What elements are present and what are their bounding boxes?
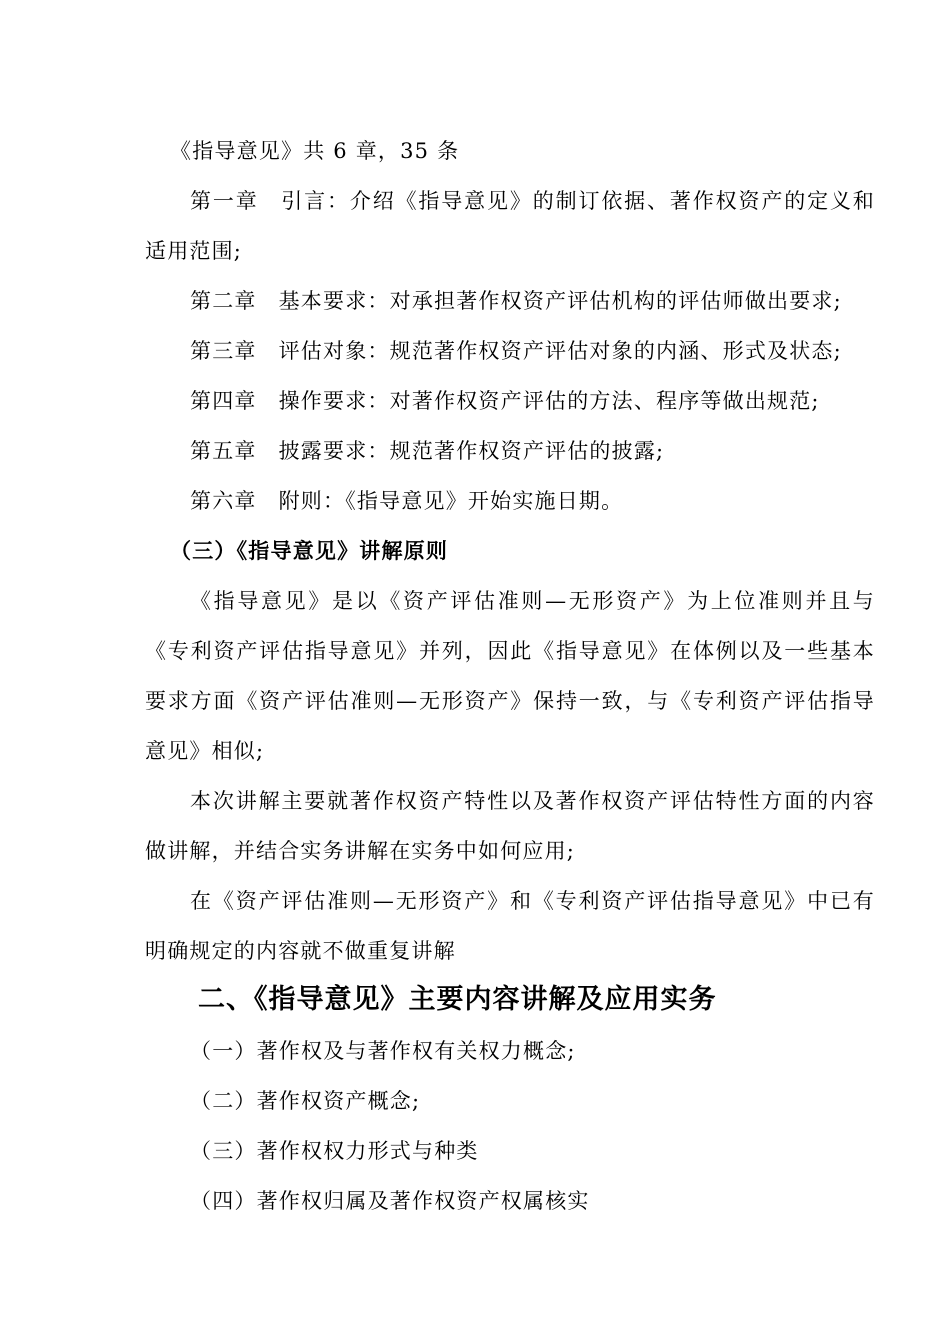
chapter-2-title: 基本要求 (278, 289, 368, 313)
chapter-4-line (190, 386, 875, 416)
chapter-4-title: 操作要求 (278, 389, 368, 413)
para-3-line-2: 明确规定的内容就不做重复讲解 (145, 939, 456, 963)
chapter-6-desc: ：《指导意见》开始实施日期。 (323, 489, 624, 513)
chapter-5-title: 披露要求 (278, 439, 368, 463)
chapter-2-line (190, 286, 875, 316)
part-2-heading: 二、《指导意见》主要内容讲解及应用实务 (198, 984, 717, 1015)
chapter-3-desc: ：规范著作权资产评估对象的内涵、形式及状态; (367, 339, 842, 363)
list-item-1: （一）著作权及与著作权有关权力概念; (190, 1039, 576, 1063)
para-1-line-3: 要求方面《资产评估准则—无形资产》保持一致，与《专利资产评估指导 (145, 689, 875, 713)
para-2-line-1: 本次讲解主要就著作权资产特性以及著作权资产评估特性方面的内容 (190, 789, 875, 813)
para-1-line-1: 《指导意见》是以《资产评估准则—无形资产》为上位准则并且与 (190, 589, 875, 613)
chapter-1-line-2: 适用范围; (145, 239, 243, 263)
para-2-line-2: 做讲解，并结合实务讲解在实务中如何应用; (145, 839, 576, 863)
chapter-5-line (190, 436, 875, 466)
para-1-line-4: 意见》相似; (145, 739, 265, 763)
chapter-4-label: 第四章 (190, 389, 257, 413)
chapter-1-line (190, 186, 875, 216)
chapter-3-label: 第三章 (190, 339, 257, 363)
list-item-4: （四）著作权归属及著作权资产权属核实 (190, 1189, 590, 1213)
chapter-6-line (190, 486, 875, 516)
para-1-line-2: 《专利资产评估指导意见》并列，因此《指导意见》在体例以及一些基本 (145, 639, 875, 663)
chapter-2-label: 第二章 (190, 289, 257, 313)
chapter-3-title: 评估对象 (278, 339, 368, 363)
chapter-3-line (190, 336, 875, 366)
section-3-heading: （三）《指导意见》讲解原则 (170, 538, 449, 563)
chapter-1-desc: ：介绍《指导意见》的制订依据、著作权资产的定义和 (326, 189, 875, 213)
chapter-1-label: 第一章 (190, 189, 259, 213)
chapter-2-desc: ：对承担著作权资产评估机构的评估师做出要求; (367, 289, 842, 313)
intro-line: 《指导意见》共 6 章，35 条 (170, 139, 460, 163)
para-3-line-1: 在《资产评估准则—无形资产》和《专利资产评估指导意见》中已有 (190, 889, 875, 913)
chapter-5-desc: ：规范著作权资产评估的披露; (367, 439, 665, 463)
chapter-4-desc: ：对著作权资产评估的方法、程序等做出规范; (367, 389, 820, 413)
chapter-1-title: 引言 (280, 189, 327, 213)
chapter-6-label: 第六章 (190, 489, 257, 513)
list-item-3: （三）著作权权力形式与种类 (190, 1139, 479, 1163)
list-item-2: （二）著作权资产概念; (190, 1089, 421, 1113)
chapter-5-label: 第五章 (190, 439, 257, 463)
chapter-6-title: 附则 (278, 489, 324, 513)
